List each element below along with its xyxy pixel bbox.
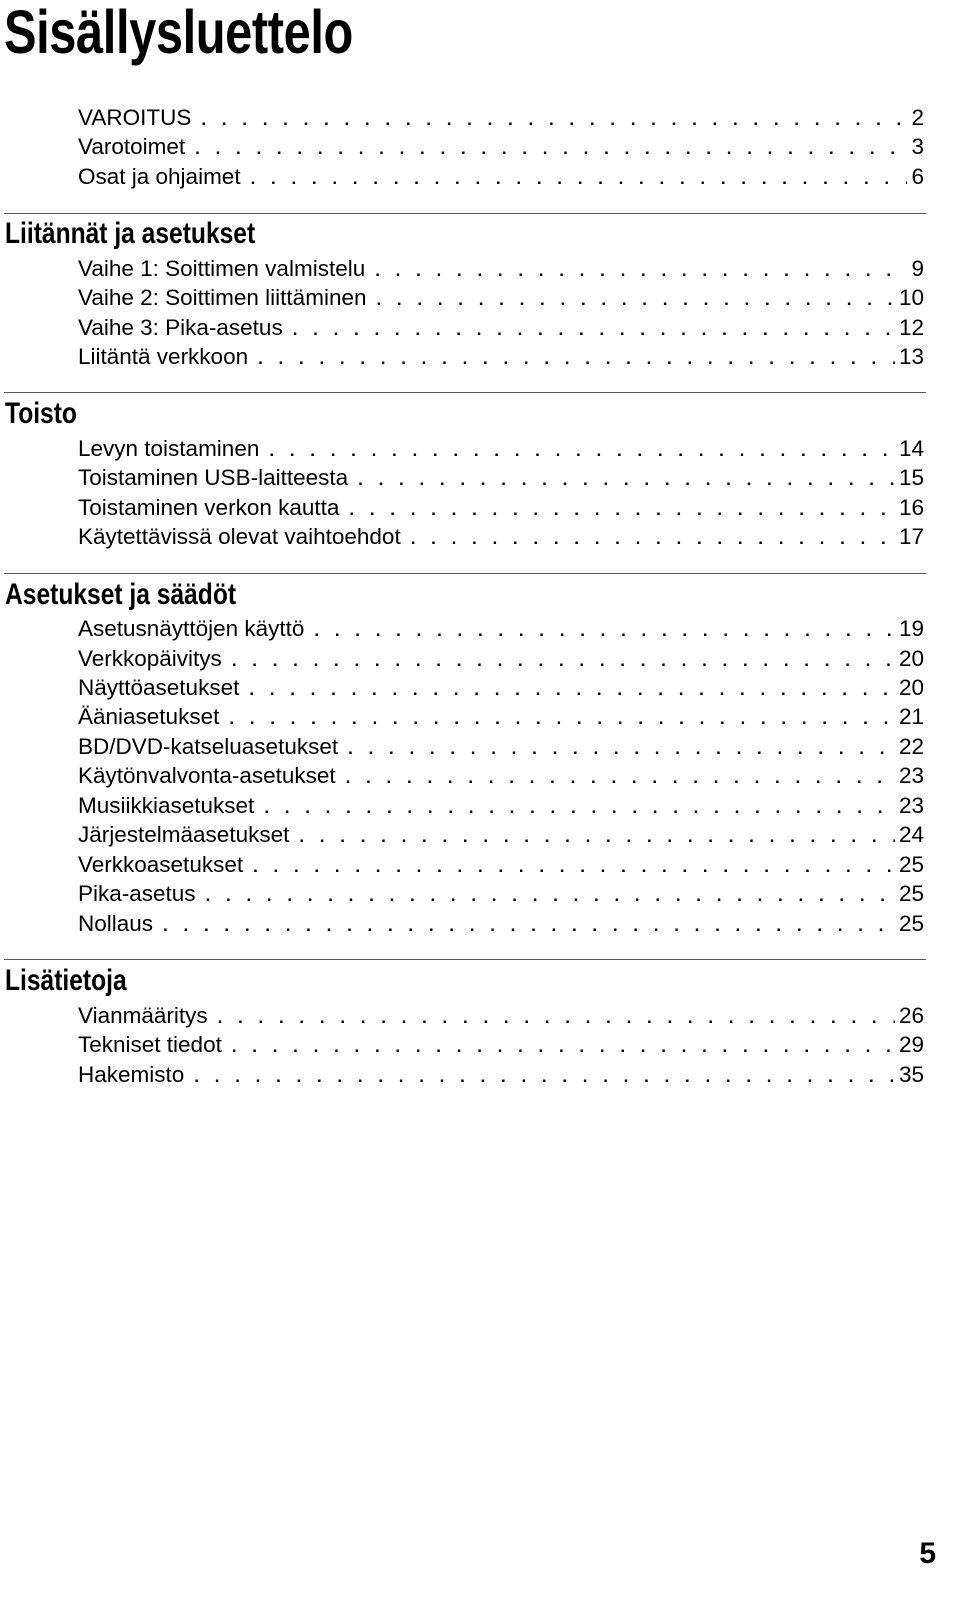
toc-entry-label: Vaihe 1: Soittimen valmistelu <box>78 256 366 281</box>
toc-entry-label: Musiikkiasetukset <box>78 793 255 818</box>
section-divider <box>4 213 926 214</box>
toc-entry[interactable] <box>78 254 924 284</box>
toc-entry[interactable] <box>78 673 924 703</box>
toc-entry-label: Verkkopäivitys <box>78 646 222 671</box>
toc-entry[interactable] <box>78 850 924 880</box>
toc-entry-page: 14 <box>898 436 924 461</box>
dot-leader <box>411 524 895 554</box>
toc-entry-page: 23 <box>898 763 924 788</box>
dot-leader <box>314 616 895 646</box>
toc-entry-page: 29 <box>898 1032 924 1057</box>
section-heading-asetukset-ja-saadot: Asetukset ja säädöt <box>5 578 237 611</box>
toc-entry[interactable] <box>78 1001 924 1031</box>
toc-entry-page: 6 <box>911 164 924 189</box>
toc-entry-label: Pika-asetus <box>78 881 196 906</box>
toc-entry[interactable] <box>78 522 924 552</box>
toc-entry-page: 10 <box>898 285 924 310</box>
toc-entry-page: 13 <box>898 344 924 369</box>
toc-entry[interactable] <box>78 614 924 644</box>
section-divider <box>4 959 926 960</box>
section-heading-liitannat-ja-asetukset: Liitännät ja asetukset <box>5 217 256 250</box>
toc-entry[interactable] <box>78 1060 924 1090</box>
toc-entry-label: Levyn toistaminen <box>78 436 260 461</box>
toc-entry[interactable] <box>78 434 924 464</box>
page-number: 5 <box>919 1537 936 1570</box>
dot-leader <box>293 315 895 345</box>
dot-leader <box>253 852 895 882</box>
toc-entry-page: 26 <box>898 1003 924 1028</box>
dot-leader <box>251 164 908 194</box>
toc-entry-page: 3 <box>911 134 924 159</box>
toc-entry-label: Toistaminen verkon kautta <box>78 495 340 520</box>
toc-entry-label: Vianmääritys <box>78 1003 208 1028</box>
toc-entry-page: 15 <box>898 465 924 490</box>
toc-entry-page: 20 <box>898 646 924 671</box>
toc-entry-label: Näyttöasetukset <box>78 675 240 700</box>
toc-entry-page: 17 <box>898 524 924 549</box>
toc-entry-label: Vaihe 2: Soittimen liittäminen <box>78 285 367 310</box>
toc-entry[interactable] <box>78 732 924 762</box>
toc-entry[interactable] <box>78 463 924 493</box>
toc-entry[interactable] <box>78 493 924 523</box>
toc-entry-label: Asetusnäyttöjen käyttö <box>78 616 305 641</box>
toc-entry-page: 22 <box>898 734 924 759</box>
dot-leader <box>375 256 907 286</box>
toc-entry-label: Osat ja ohjaimet <box>78 164 241 189</box>
toc-entry-page: 25 <box>898 852 924 877</box>
dot-leader <box>376 285 894 315</box>
dot-leader <box>232 1032 895 1062</box>
toc-entry-osat-ja-ohjaimet[interactable] <box>78 162 924 192</box>
toc-entry-page: 21 <box>898 704 924 729</box>
section-heading-lisatietoja: Lisätietoja <box>5 964 127 997</box>
dot-leader <box>264 793 895 823</box>
toc-entry-label: Toistaminen USB-laitteesta <box>78 465 349 490</box>
dot-leader <box>229 704 895 734</box>
toc-entry-page: 12 <box>898 315 924 340</box>
toc-entry[interactable] <box>78 820 924 850</box>
dot-leader <box>299 822 895 852</box>
dot-leader <box>195 134 907 164</box>
dot-leader <box>349 495 895 525</box>
toc-entry-page: 19 <box>898 616 924 641</box>
toc-entry-label: Nollaus <box>78 911 154 936</box>
dot-leader <box>206 881 895 911</box>
toc-entry-label: VAROITUS <box>78 105 192 130</box>
toc-entry-page: 16 <box>898 495 924 520</box>
section-heading-toisto: Toisto <box>5 397 77 430</box>
dot-leader <box>163 911 895 941</box>
toc-entry[interactable] <box>78 791 924 821</box>
toc-entry[interactable] <box>78 909 924 939</box>
toc-entry-label: Käytönvalvonta-asetukset <box>78 763 336 788</box>
toc-entry-label: Liitäntä verkkoon <box>78 344 249 369</box>
toc-entry[interactable] <box>78 1030 924 1060</box>
toc-entry-page: 25 <box>898 911 924 936</box>
toc-entry-page: 20 <box>898 675 924 700</box>
dot-leader <box>358 465 895 495</box>
dot-leader <box>201 105 907 135</box>
toc-entry-label: Käytettävissä olevat vaihtoehdot <box>78 524 401 549</box>
toc-entry[interactable] <box>78 702 924 732</box>
section-divider <box>4 392 926 393</box>
toc-entry-page: 9 <box>911 256 924 281</box>
toc-entry-page: 2 <box>911 105 924 130</box>
toc-entry-label: Vaihe 3: Pika-asetus <box>78 315 283 340</box>
toc-entry-page: 23 <box>898 793 924 818</box>
toc-entry-label: BD/DVD-katseluasetukset <box>78 734 339 759</box>
toc-entry-page: 25 <box>898 881 924 906</box>
toc-entry-label: Verkkoasetukset <box>78 852 244 877</box>
toc-entry[interactable] <box>78 761 924 791</box>
toc-entry-label: Hakemisto <box>78 1062 185 1087</box>
toc-entry-label: Varotoimet <box>78 134 186 159</box>
dot-leader <box>194 1062 895 1092</box>
dot-leader <box>346 763 895 793</box>
toc-entry[interactable] <box>78 283 924 313</box>
dot-leader <box>249 675 895 705</box>
dot-leader <box>269 436 895 466</box>
toc-entry-page: 35 <box>898 1062 924 1087</box>
toc-entry-varoitus[interactable] <box>78 103 924 133</box>
toc-entry-label: Ääniasetukset <box>78 704 220 729</box>
toc-entry[interactable] <box>78 313 924 343</box>
dot-leader <box>218 1003 895 1033</box>
toc-entry[interactable] <box>78 644 924 674</box>
toc-entry-label: Tekniset tiedot <box>78 1032 222 1057</box>
page-title: Sisällysluettelo <box>4 0 353 66</box>
dot-leader <box>258 344 895 374</box>
dot-leader <box>232 646 895 676</box>
dot-leader <box>348 734 895 764</box>
toc-entry[interactable] <box>78 342 924 372</box>
toc-entry-label: Järjestelmäasetukset <box>78 822 290 847</box>
section-divider <box>4 573 926 574</box>
toc-entry[interactable] <box>78 879 924 909</box>
toc-entry-page: 24 <box>898 822 924 847</box>
toc-entry-varotoimet[interactable] <box>78 132 924 162</box>
